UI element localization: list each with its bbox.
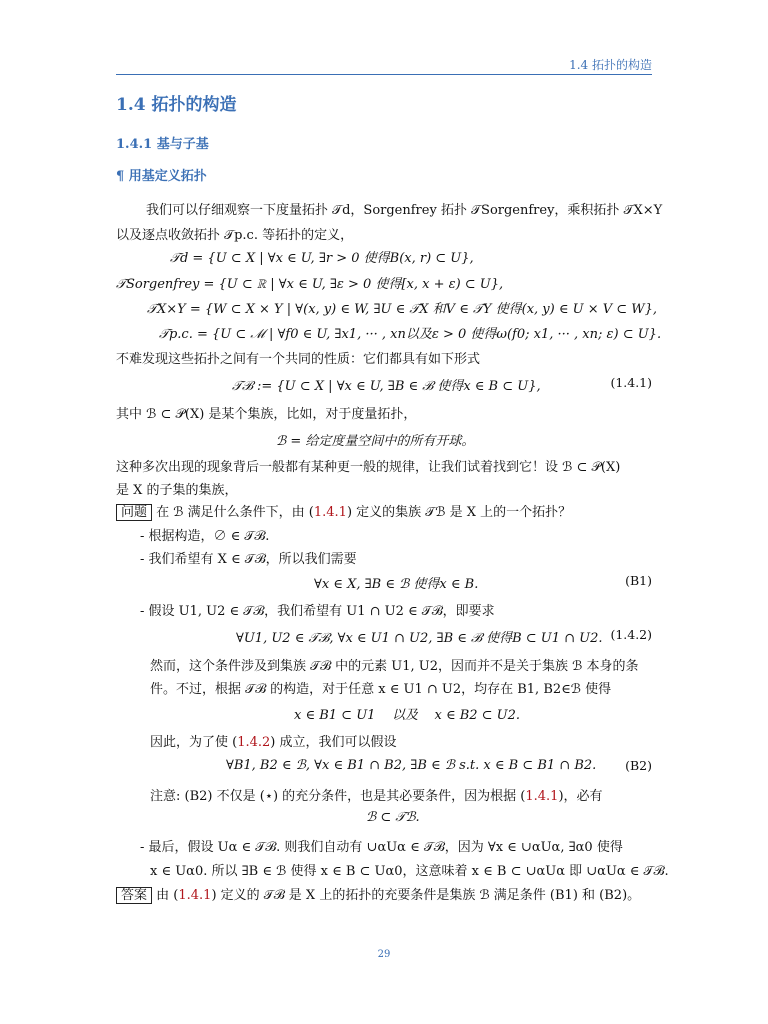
question-text-post: ) 定义的集族 𝒯ℬ 是 X 上的一个拓扑？ [346,505,572,520]
pattern-line-1: 这种多次出现的现象背后一般都有某种更一般的规律，让我们试着找到它！设 ℬ ⊂ 𝒫(X) [116,460,621,475]
def-pointwise-topology: 𝒯p.c. = {U ⊂ ℳ | ∀f0 ∈ U, ∃x1, ··· , xn以及ε > 0 使得ω(f0; x1, ··· , xn; ε) ⊂ U}. [159,327,662,342]
note-text-pre: 注意: (B2) 不仅是 (⋆) 的充分条件，也是其必要条件，因为根据 ( [150,789,526,804]
def-metric-topology: 𝒯d = {U ⊂ X | ∀x ∈ U, ∃r > 0 使得B(x, r) ⊂ U}, [170,251,474,266]
answer-ref-link[interactable]: 1.4.1 [178,888,212,903]
therefore-text-post: ) 成立，我们可以假设 [270,735,397,750]
therefore-text-pre: 因此，为了使 ( [150,735,238,750]
paragraph-heading: ¶ 用基定义拓扑 [116,169,207,184]
question-ref-link[interactable]: 1.4.1 [313,505,347,520]
pattern-line-2: 是 X 的子集的集族， [116,483,238,498]
page-number: 29 [377,949,391,960]
note-ref-link[interactable]: 1.4.1 [525,789,559,804]
equation-b1-b2-membership: x ∈ B1 ⊂ U1 以及 x ∈ B2 ⊂ U2. [294,708,521,723]
equation-1-4-1: 𝒯ℬ := {U ⊂ X | ∀x ∈ U, ∃B ∈ ℬ 使得x ∈ B ⊂ U}, [232,379,541,394]
answer-line [116,884,640,903]
equation-b1: ∀x ∈ X, ∃B ∈ ℬ 使得x ∈ B. [314,577,479,592]
equation-number-b2: (B2) [625,758,652,773]
list-item-empty-set: - 根据构造，∅ ∈ 𝒯ℬ. [140,529,270,544]
equation-number-1-4-2: (1.4.2) [610,627,652,642]
question-line [116,501,571,520]
note-text-post: )，必有 [558,789,603,804]
list-item-union-line-2: x ∈ Uα0. 所以 ∃B ∈ ℬ 使得 x ∈ B ⊂ Uα0，这意味着 x ∈ B ⊂ ∪αUα 即 ∪αUα ∈ 𝒯ℬ. [150,864,669,879]
list-item-union-line-1: - 最后，假设 Uα ∈ 𝒯ℬ. 则我们自动有 ∪αUα ∈ 𝒯ℬ，因为 ∀x ∈ ∪αUα, ∃α0 使得 [140,840,623,855]
intersection-cont-line-2: 件。不过，根据 𝒯ℬ 的构造，对于任意 x ∈ U1 ∩ U2，均存在 B1, B2∈ℬ 使得 [150,682,612,697]
equation-number-1-4-1: (1.4.1) [610,375,652,390]
intro-line-1: 我们可以仔细观察一下度量拓扑 𝒯d，Sorgenfrey 拓扑 𝒯Sorgenfrey，乘积拓扑 𝒯X×Y [146,203,663,218]
answer-label: 答案 [116,887,152,904]
def-sorgenfrey-topology: 𝒯Sorgenfrey = {U ⊂ ℝ | ∀x ∈ U, ∃ε > 0 使得[x, x + ε) ⊂ U}, [116,277,504,292]
therefore-ref-link[interactable]: 1.4.2 [237,735,271,750]
list-item-whole-space: - 我们希望有 X ∈ 𝒯ℬ，所以我们需要 [140,552,357,567]
note-line [150,785,603,804]
section-title: 1.4 拓扑的构造 [116,95,237,115]
equation-1-4-2: ∀U1, U2 ∈ 𝒯ℬ, ∀x ∈ U1 ∩ U2, ∃B ∈ ℬ 使得B ⊂ U1 ∩ U2. [236,631,603,646]
question-label: 问题 [116,504,152,521]
list-item-intersection: - 假设 U1, U2 ∈ 𝒯ℬ，我们希望有 U1 ∩ U2 ∈ 𝒯ℬ，即要求 [140,604,495,619]
metric-basis-statement: ℬ = 给定度量空间中的所有开球。 [276,434,475,449]
common-form-text: 不难发现这些拓扑之间有一个共同的性质：它们都具有如下形式 [116,352,481,367]
answer-text-pre: 由 ( [156,888,179,903]
intro-line-2: 以及逐点收敛拓扑 𝒯p.c. 等拓扑的定义， [116,228,354,243]
subsection-title: 1.4.1 基与子基 [116,137,209,152]
equation-b2: ∀B1, B2 ∈ ℬ, ∀x ∈ B1 ∩ B2, ∃B ∈ ℬ s.t. x ∈ B ⊂ B1 ∩ B2. [226,758,597,773]
def-product-topology: 𝒯X×Y = {W ⊂ X × Y | ∀(x, y) ∈ W, ∃U ∈ 𝒯X 和V ∈ 𝒯Y 使得(x, y) ∈ U × V ⊂ W}, [147,302,658,317]
running-header: 1.4 拓扑的构造 [569,58,652,72]
equation-number-b1: (B1) [625,573,652,588]
intersection-cont-line-1: 然而，这个条件涉及到集族 𝒯ℬ 中的元素 U1, U2，因而并不是关于集族 ℬ 本身的条 [150,659,639,674]
header-rule [116,74,652,75]
answer-text-post: ) 定义的 𝒯ℬ 是 X 上的拓扑的充要条件是集族 ℬ 满足条件 (B1) 和 (B2)。 [211,888,641,903]
equation-b-subset-tb: ℬ ⊂ 𝒯ℬ. [366,810,420,825]
therefore-line [150,731,397,750]
question-text-pre: 在 ℬ 满足什么条件下，由 ( [156,505,314,520]
where-line: 其中 ℬ ⊂ 𝒫(X) 是某个集族，比如，对于度量拓扑， [116,407,417,422]
